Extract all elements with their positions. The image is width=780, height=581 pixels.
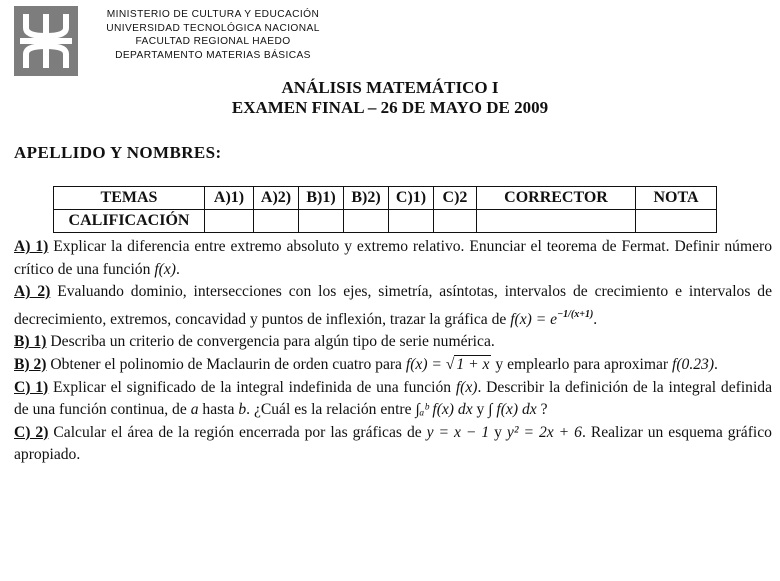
institution-header xyxy=(82,8,344,62)
question-text: y xyxy=(494,423,502,441)
math-fx: f(x) xyxy=(154,260,176,278)
grade-cell-c1[interactable] xyxy=(389,210,434,233)
grade-cell-b1[interactable] xyxy=(299,210,344,233)
grades-header-b2: B)2) xyxy=(344,187,389,210)
question-a1 xyxy=(14,236,772,281)
math-line-equation: y = x − 1 xyxy=(426,423,490,441)
formula-radicand: 1 + x xyxy=(456,355,490,373)
formula-lhs: f(x) = e xyxy=(510,310,558,328)
grades-header-a2: A)2) xyxy=(254,187,299,210)
grades-header-b1: B)1) xyxy=(299,187,344,210)
math-approx: f(0.23) xyxy=(672,355,715,373)
question-b2 xyxy=(14,354,772,377)
question-label: B) 2) xyxy=(14,355,47,373)
exam-subject-title: ANÁLISIS MATEMÁTICO I xyxy=(281,78,499,97)
question-label: A) 2) xyxy=(14,283,51,301)
question-end: ? xyxy=(540,401,548,419)
formula-exponent: −1/(x+1) xyxy=(557,308,594,320)
grade-cell-a2[interactable] xyxy=(254,210,299,233)
question-text: y xyxy=(476,401,485,419)
grades-header-row xyxy=(54,187,717,210)
exam-questions xyxy=(14,236,772,467)
institution-line: UNIVERSIDAD TECNOLÓGICA NACIONAL xyxy=(106,22,320,34)
utn-logo xyxy=(14,6,78,76)
grades-score-row xyxy=(54,210,717,233)
exam-date-title: EXAMEN FINAL – 26 DE MAYO DE 2009 xyxy=(231,98,549,117)
math-a: a xyxy=(190,401,199,419)
student-name-label: APELLIDO Y NOMBRES: xyxy=(14,143,222,162)
institution-line: DEPARTAMENTO MATERIAS BÁSICAS xyxy=(115,49,311,61)
formula-lhs: f(x) = xyxy=(405,355,442,373)
grade-cell-c2[interactable] xyxy=(434,210,477,233)
grades-header-temas: TEMAS xyxy=(54,187,205,210)
math-formula-exp xyxy=(510,308,594,328)
question-text: y emplearlo para aproximar xyxy=(495,355,669,373)
question-end: . xyxy=(593,310,598,328)
question-text: Describa un criterio de convergencia para algún tipo de serie numérica. xyxy=(50,333,495,351)
question-text: . Describir la definición de la integral definida de una función continua, de xyxy=(14,378,773,419)
question-text: Obtener el polinomio de Maclaurin de orden cuatro para xyxy=(50,355,402,373)
question-text: Evaluando dominio, intersecciones con los ejes, simetría, asíntotas, intervalos de crecimiento e intervalos de decrecimiento, extremos, concavidad y puntos de inflexión, trazar la gráfica de xyxy=(14,283,772,328)
grade-cell-b2[interactable] xyxy=(344,210,389,233)
math-fx: f(x) xyxy=(455,378,478,396)
grades-header-c2: C)2 xyxy=(434,187,477,210)
question-label: C) 1) xyxy=(14,378,49,396)
question-end: . xyxy=(714,355,718,373)
math-indefinite-integral: ∫ f(x) dx xyxy=(488,401,537,419)
question-label: C) 2) xyxy=(14,423,49,441)
question-c2 xyxy=(14,422,772,467)
grades-header-nota: NOTA xyxy=(636,187,717,210)
utn-logo-icon xyxy=(14,6,78,76)
question-label: A) 1) xyxy=(14,238,49,255)
grades-row-label: CALIFICACIÓN xyxy=(54,210,205,233)
question-text: Calcular el área de la región encerrada por las gráficas de xyxy=(53,423,422,441)
question-b1 xyxy=(14,331,772,354)
institution-line: FACULTAD REGIONAL HAEDO xyxy=(135,36,291,48)
grades-table xyxy=(53,186,717,233)
grades-header-c1: C)1) xyxy=(389,187,434,210)
math-definite-integral: ∫ₐᵇ f(x) dx xyxy=(415,401,473,419)
question-c1 xyxy=(14,377,772,422)
grades-header-corrector: CORRECTOR xyxy=(477,187,636,210)
question-text: hasta xyxy=(202,401,235,419)
question-a2 xyxy=(14,281,772,331)
grade-cell-nota[interactable] xyxy=(636,210,717,233)
question-end: . xyxy=(175,260,180,278)
math-parabola-equation: y² = 2x + 6 xyxy=(506,423,582,441)
grades-header-a1: A)1) xyxy=(205,187,254,210)
grade-cell-a1[interactable] xyxy=(205,210,254,233)
question-text: Explicar la diferencia entre extremo absoluto y extremo relativo. Enunciar el teorema de Fermat. Definir número crítico de una función xyxy=(14,238,773,278)
question-label: B) 1) xyxy=(14,333,47,351)
math-b: b xyxy=(238,401,247,419)
question-text: Explicar el significado de la integral indefinida de una función xyxy=(53,378,452,396)
grade-cell-corrector[interactable] xyxy=(477,210,636,233)
question-text: . Realizar un esquema gráfico apropiado. xyxy=(14,423,772,464)
math-sqrt-formula: f(x) = √ 1 + x xyxy=(405,355,490,373)
question-text: . ¿Cuál es la relación entre xyxy=(246,401,412,419)
institution-line: MINISTERIO DE CULTURA Y EDUCACIÓN xyxy=(106,9,320,20)
